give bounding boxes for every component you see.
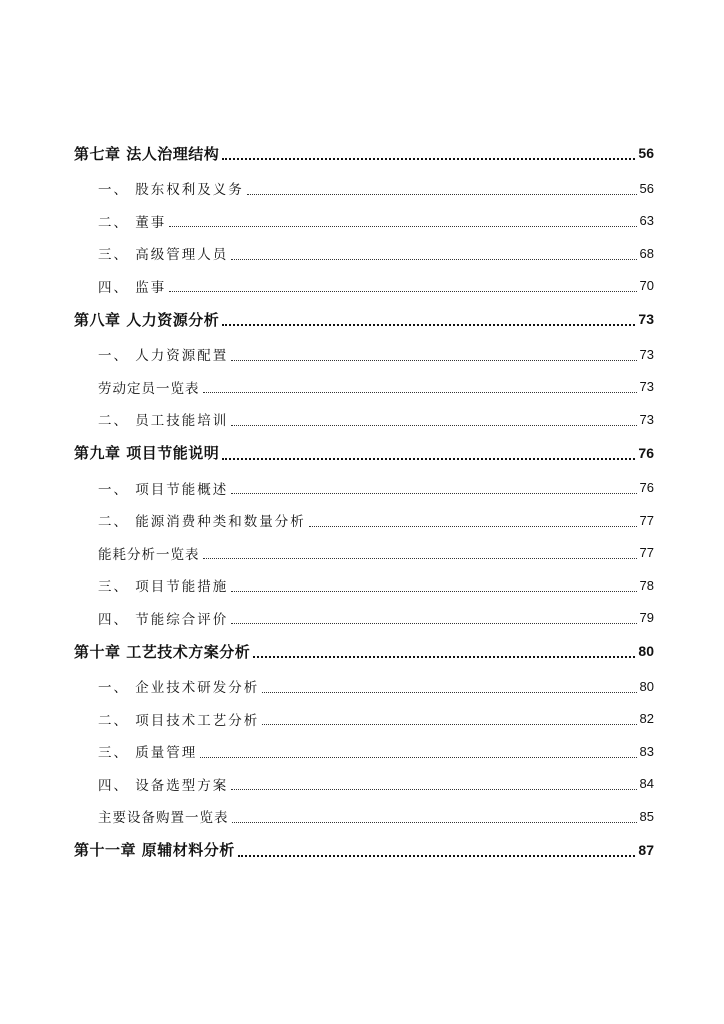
- toc-chapter-8[interactable]: [74, 302, 654, 336]
- dot-leader: [238, 855, 636, 857]
- toc-entry[interactable]: [74, 670, 654, 703]
- dot-leader: [231, 360, 636, 361]
- toc-chapter-11[interactable]: [74, 833, 654, 867]
- toc-entry-page: 70: [639, 278, 654, 294]
- toc-entry-page: 79: [639, 610, 654, 626]
- toc-chapter-7[interactable]: [74, 136, 654, 170]
- toc-entry[interactable]: [74, 703, 654, 736]
- toc-entry-page: 73: [638, 311, 654, 327]
- dot-leader: [232, 822, 637, 823]
- toc-entry[interactable]: [74, 569, 654, 602]
- toc-entry-title: 第九章 项目节能说明: [74, 444, 220, 462]
- toc-table-entry[interactable]: [74, 371, 654, 404]
- toc-entry[interactable]: [74, 172, 654, 205]
- toc-entry-page: 68: [639, 245, 654, 261]
- dot-leader: [247, 194, 637, 195]
- toc-entry-title: 第十一章 原辅材料分析: [74, 841, 235, 859]
- toc-entry[interactable]: [74, 602, 654, 635]
- dot-leader: [169, 291, 636, 292]
- toc-entry-title: 一、 人力资源配置: [98, 348, 229, 365]
- toc-entry[interactable]: [74, 205, 654, 238]
- toc-entry[interactable]: [74, 237, 654, 270]
- toc-entry-title: 二、 员工技能培训: [98, 413, 229, 430]
- toc-entry-page: 73: [639, 411, 654, 427]
- toc-entry-page: 84: [639, 776, 654, 792]
- dot-leader: [231, 425, 636, 426]
- toc-entry-title: 一、 项目节能概述: [98, 481, 229, 498]
- toc-entry-title: 四、 监事: [98, 279, 167, 296]
- toc-table-entry[interactable]: [74, 800, 654, 833]
- toc-entry-title: 四、 设备选型方案: [98, 777, 229, 794]
- toc-entry[interactable]: [74, 270, 654, 303]
- toc-entry-title: 三、 项目节能措施: [98, 579, 229, 596]
- dot-leader: [231, 591, 636, 592]
- toc-entry-title: 二、 项目技术工艺分析: [98, 712, 260, 729]
- toc-entry-page: 82: [639, 711, 654, 727]
- toc-entry-page: 80: [639, 678, 654, 694]
- toc-entry-title: 二、 董事: [98, 214, 167, 231]
- dot-leader: [222, 324, 635, 326]
- toc-entry[interactable]: [74, 338, 654, 371]
- toc-entry-title: 三、 质量管理: [98, 745, 198, 762]
- toc-entry[interactable]: [74, 472, 654, 505]
- toc-entry-title: 劳动定员一览表: [98, 380, 200, 397]
- toc-entry-page: 77: [639, 545, 654, 561]
- dot-leader: [253, 656, 635, 658]
- toc-chapter-10[interactable]: [74, 634, 654, 668]
- toc-table-entry[interactable]: [74, 537, 654, 570]
- toc-entry-page: 87: [638, 841, 654, 858]
- dot-leader: [222, 458, 635, 460]
- dot-leader: [309, 526, 637, 527]
- toc-entry-page: 63: [639, 213, 654, 229]
- toc-entry-page: 73: [639, 379, 654, 395]
- toc-entry[interactable]: [74, 735, 654, 768]
- toc-entry-title: 第十章 工艺技术方案分析: [74, 642, 251, 661]
- toc-entry-page: 56: [638, 145, 654, 161]
- toc-entry-title: 一、 股东权利及义务: [98, 182, 244, 199]
- toc-chapter-9[interactable]: [74, 436, 654, 470]
- dot-leader: [203, 558, 637, 559]
- dot-leader: [231, 623, 636, 624]
- toc-entry-page: 77: [639, 512, 654, 528]
- toc-entry[interactable]: [74, 768, 654, 801]
- dot-leader: [231, 259, 636, 260]
- toc-entry[interactable]: [74, 403, 654, 436]
- toc-entry-page: 83: [639, 743, 654, 759]
- toc-entry-page: 73: [639, 346, 654, 362]
- dot-leader: [231, 493, 636, 494]
- dot-leader: [203, 392, 637, 393]
- toc-entry-title: 四、 节能综合评价: [98, 611, 229, 628]
- dot-leader: [200, 757, 636, 758]
- toc-entry-page: 78: [639, 577, 654, 593]
- toc-entry-page: 76: [639, 480, 654, 496]
- toc-entry-title: 主要设备购置一览表: [98, 810, 229, 827]
- dot-leader: [231, 789, 636, 790]
- toc-entry-title: 第八章 人力资源分析: [74, 310, 220, 329]
- toc-entry-title: 能耗分析一览表: [98, 546, 200, 563]
- toc-entry-title: 第七章 法人治理结构: [74, 144, 220, 163]
- toc-entry-title: 三、 高级管理人员: [98, 247, 229, 264]
- table-of-contents: [74, 136, 654, 867]
- toc-entry-title: 二、 能源消费种类和数量分析: [98, 514, 306, 531]
- toc-entry-page: 85: [639, 808, 654, 824]
- toc-entry-page: 80: [638, 643, 654, 659]
- dot-leader: [262, 692, 636, 693]
- toc-entry-page: 56: [639, 180, 654, 196]
- dot-leader: [169, 226, 636, 227]
- dot-leader: [262, 724, 636, 725]
- toc-entry-title: 一、 企业技术研发分析: [98, 680, 260, 697]
- toc-entry[interactable]: [74, 504, 654, 537]
- dot-leader: [222, 158, 635, 160]
- toc-entry-page: 76: [638, 444, 654, 461]
